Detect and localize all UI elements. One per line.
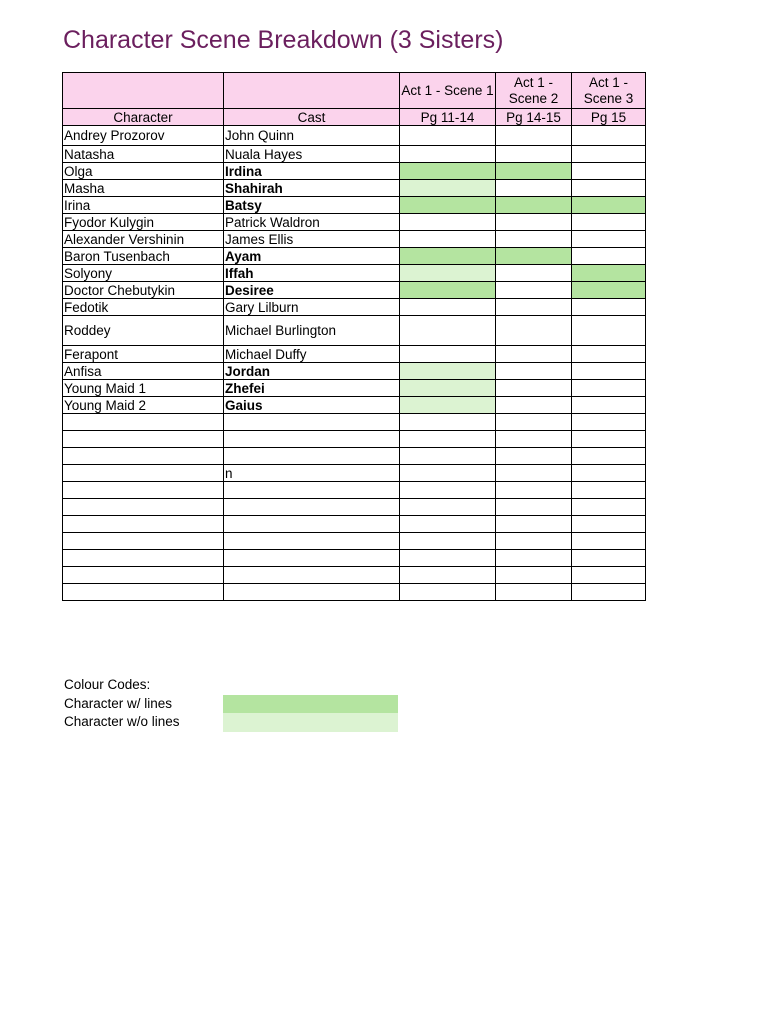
scene-cell[interactable] (572, 126, 646, 146)
scene-cell[interactable] (400, 431, 496, 448)
cast-cell[interactable]: Nuala Hayes (224, 146, 400, 163)
character-cell[interactable]: Anfisa (63, 363, 224, 380)
character-cell[interactable]: Masha (63, 180, 224, 197)
scene-cell[interactable] (496, 380, 572, 397)
table-row (63, 214, 646, 231)
character-cell[interactable]: Ferapont (63, 346, 224, 363)
scene-name-header[interactable]: Act 1 - Scene 1 (400, 73, 496, 109)
cast-column-header[interactable]: Cast (224, 109, 400, 126)
scene-cell[interactable] (572, 316, 646, 346)
scene-cell[interactable] (400, 499, 496, 516)
cast-cell[interactable] (224, 516, 400, 533)
table-row (63, 448, 646, 465)
scene-cell[interactable] (496, 197, 572, 214)
character-cell[interactable]: Solyony (63, 265, 224, 282)
scene-cell[interactable] (496, 363, 572, 380)
scene-cell[interactable] (496, 316, 572, 346)
scene-cell[interactable] (400, 214, 496, 231)
scene-cell[interactable] (496, 163, 572, 180)
cast-cell[interactable]: Gary Lilburn (224, 299, 400, 316)
character-cell[interactable] (63, 482, 224, 499)
character-cell[interactable]: Doctor Chebutykin (63, 282, 224, 299)
scene-cell[interactable] (572, 414, 646, 431)
scene-cell[interactable] (496, 482, 572, 499)
table-row (63, 363, 646, 380)
table-row (63, 431, 646, 448)
scene-cell[interactable] (400, 533, 496, 550)
scene-cell[interactable] (572, 448, 646, 465)
scene-name-header[interactable]: Act 1 - Scene 3 (572, 73, 646, 109)
scene-cell[interactable] (400, 163, 496, 180)
scene-cell[interactable] (572, 197, 646, 214)
header-row-scenes (63, 73, 646, 109)
cast-cell[interactable]: Michael Duffy (224, 346, 400, 363)
cast-cell[interactable] (224, 584, 400, 601)
without-lines-swatch (223, 713, 398, 732)
scene-cell[interactable] (572, 163, 646, 180)
scene-cell[interactable] (496, 397, 572, 414)
scene-cell[interactable] (496, 499, 572, 516)
cast-cell[interactable]: James Ellis (224, 231, 400, 248)
scene-breakdown-table (62, 72, 646, 601)
scene-cell[interactable] (496, 516, 572, 533)
scene-cell[interactable] (496, 231, 572, 248)
scene-cell[interactable] (572, 299, 646, 316)
character-cell[interactable]: Young Maid 2 (63, 397, 224, 414)
cast-cell[interactable] (224, 448, 400, 465)
scene-cell[interactable] (400, 146, 496, 163)
table-row (63, 346, 646, 363)
scene-cell[interactable] (400, 180, 496, 197)
header-blank-cell[interactable] (63, 73, 224, 109)
header-blank-cell[interactable] (224, 73, 400, 109)
scene-pages-header[interactable]: Pg 11-14 (400, 109, 496, 126)
scene-cell[interactable] (400, 482, 496, 499)
scene-cell[interactable] (496, 282, 572, 299)
scene-cell[interactable] (572, 584, 646, 601)
character-cell[interactable]: Alexander Vershinin (63, 231, 224, 248)
scene-cell[interactable] (400, 397, 496, 414)
scene-cell[interactable] (572, 248, 646, 265)
scene-cell[interactable] (572, 346, 646, 363)
table-row (63, 180, 646, 197)
scene-cell[interactable] (400, 465, 496, 482)
legend-with-lines (64, 695, 180, 714)
cast-cell[interactable]: Ayam (224, 248, 400, 265)
cast-cell[interactable] (224, 499, 400, 516)
character-cell[interactable] (63, 516, 224, 533)
character-cell[interactable]: Baron Tusenbach (63, 248, 224, 265)
scene-cell[interactable] (496, 567, 572, 584)
scene-cell[interactable] (400, 346, 496, 363)
table-row (63, 126, 646, 146)
cast-cell[interactable]: Michael Burlington (224, 316, 400, 346)
scene-cell[interactable] (400, 516, 496, 533)
cast-cell[interactable]: Desiree (224, 282, 400, 299)
scene-cell[interactable] (572, 516, 646, 533)
with-lines-swatch (223, 695, 398, 714)
character-cell[interactable]: Irina (63, 197, 224, 214)
scene-cell[interactable] (400, 380, 496, 397)
scene-cell[interactable] (572, 465, 646, 482)
scene-cell[interactable] (496, 465, 572, 482)
table-row (63, 265, 646, 282)
table-row (63, 499, 646, 516)
scene-cell[interactable] (496, 299, 572, 316)
scene-cell[interactable] (400, 299, 496, 316)
character-cell[interactable] (63, 533, 224, 550)
character-cell[interactable]: Roddey (63, 316, 224, 346)
legend-without-lines-label: Character w/o lines (64, 714, 180, 729)
scene-pages-header[interactable]: Pg 15 (572, 109, 646, 126)
scene-cell[interactable] (572, 231, 646, 248)
scene-cell[interactable] (400, 363, 496, 380)
character-cell[interactable] (63, 584, 224, 601)
scene-cell[interactable] (400, 231, 496, 248)
scene-cell[interactable] (572, 533, 646, 550)
table-row (63, 533, 646, 550)
character-cell[interactable] (63, 414, 224, 431)
scene-cell[interactable] (572, 550, 646, 567)
cast-cell[interactable]: Zhefei (224, 380, 400, 397)
scene-cell[interactable] (572, 499, 646, 516)
table-row (63, 584, 646, 601)
scene-cell[interactable] (400, 550, 496, 567)
table-row (63, 482, 646, 499)
table-row (63, 299, 646, 316)
scene-cell[interactable] (400, 265, 496, 282)
colour-legend (64, 676, 180, 732)
scene-cell[interactable] (400, 197, 496, 214)
scene-cell[interactable] (572, 146, 646, 163)
cast-cell[interactable]: Iffah (224, 265, 400, 282)
scene-cell[interactable] (400, 248, 496, 265)
scene-cell[interactable] (400, 414, 496, 431)
legend-heading: Colour Codes: (64, 677, 151, 692)
table-row (63, 380, 646, 397)
character-cell[interactable]: Fyodor Kulygin (63, 214, 224, 231)
character-cell[interactable]: Andrey Prozorov (63, 126, 224, 146)
scene-cell[interactable] (572, 397, 646, 414)
scene-cell[interactable] (572, 482, 646, 499)
scene-cell[interactable] (496, 180, 572, 197)
scene-cell[interactable] (496, 584, 572, 601)
scene-cell[interactable] (572, 180, 646, 197)
page-title: Character Scene Breakdown (3 Sisters) (63, 26, 504, 54)
scene-cell[interactable] (496, 126, 572, 146)
scene-cell[interactable] (400, 567, 496, 584)
cast-cell[interactable] (224, 431, 400, 448)
scene-cell[interactable] (496, 265, 572, 282)
table-row (63, 465, 646, 482)
scene-cell[interactable] (400, 584, 496, 601)
cast-cell[interactable] (224, 533, 400, 550)
table-row (63, 197, 646, 214)
cast-cell[interactable]: John Quinn (224, 126, 400, 146)
cast-cell[interactable]: n (224, 465, 400, 482)
cast-cell[interactable]: Batsy (224, 197, 400, 214)
table-row (63, 248, 646, 265)
character-cell[interactable]: Natasha (63, 146, 224, 163)
character-cell[interactable] (63, 567, 224, 584)
scene-cell[interactable] (496, 533, 572, 550)
scene-cell[interactable] (400, 316, 496, 346)
legend-without-lines (64, 713, 180, 732)
scene-cell[interactable] (496, 146, 572, 163)
character-cell[interactable]: Fedotik (63, 299, 224, 316)
character-cell[interactable]: Young Maid 1 (63, 380, 224, 397)
table-row (63, 146, 646, 163)
scene-cell[interactable] (572, 380, 646, 397)
character-cell[interactable] (63, 550, 224, 567)
table-row (63, 550, 646, 567)
table-row (63, 231, 646, 248)
cast-cell[interactable]: Jordan (224, 363, 400, 380)
scene-cell[interactable] (496, 448, 572, 465)
scene-cell[interactable] (400, 126, 496, 146)
table-row (63, 567, 646, 584)
scene-cell[interactable] (496, 346, 572, 363)
table-row (63, 397, 646, 414)
scene-cell[interactable] (572, 363, 646, 380)
character-column-header[interactable]: Character (63, 109, 224, 126)
cast-cell[interactable] (224, 482, 400, 499)
table-row (63, 414, 646, 431)
cast-cell[interactable] (224, 550, 400, 567)
cast-cell[interactable] (224, 567, 400, 584)
scene-cell[interactable] (572, 214, 646, 231)
scene-cell[interactable] (496, 414, 572, 431)
scene-cell[interactable] (496, 550, 572, 567)
cast-cell[interactable]: Irdina (224, 163, 400, 180)
character-cell[interactable] (63, 465, 224, 482)
scene-cell[interactable] (572, 265, 646, 282)
scene-cell[interactable] (572, 282, 646, 299)
scene-cell[interactable] (496, 248, 572, 265)
scene-name-header[interactable]: Act 1 - Scene 2 (496, 73, 572, 109)
character-cell[interactable] (63, 499, 224, 516)
header-row-labels (63, 109, 646, 126)
scene-pages-header[interactable]: Pg 14-15 (496, 109, 572, 126)
cast-cell[interactable]: Gaius (224, 397, 400, 414)
scene-cell[interactable] (572, 567, 646, 584)
scene-cell[interactable] (400, 448, 496, 465)
character-cell[interactable]: Olga (63, 163, 224, 180)
legend-with-lines-label: Character w/ lines (64, 695, 173, 711)
scene-cell[interactable] (572, 431, 646, 448)
table-row (63, 163, 646, 180)
cast-cell[interactable] (224, 414, 400, 431)
character-cell[interactable] (63, 448, 224, 465)
scene-cell[interactable] (496, 214, 572, 231)
table-row (63, 282, 646, 299)
character-cell[interactable] (63, 431, 224, 448)
scene-cell[interactable] (496, 431, 572, 448)
cast-cell[interactable]: Shahirah (224, 180, 400, 197)
table-row (63, 516, 646, 533)
cast-cell[interactable]: Patrick Waldron (224, 214, 400, 231)
table-row (63, 316, 646, 346)
scene-cell[interactable] (400, 282, 496, 299)
